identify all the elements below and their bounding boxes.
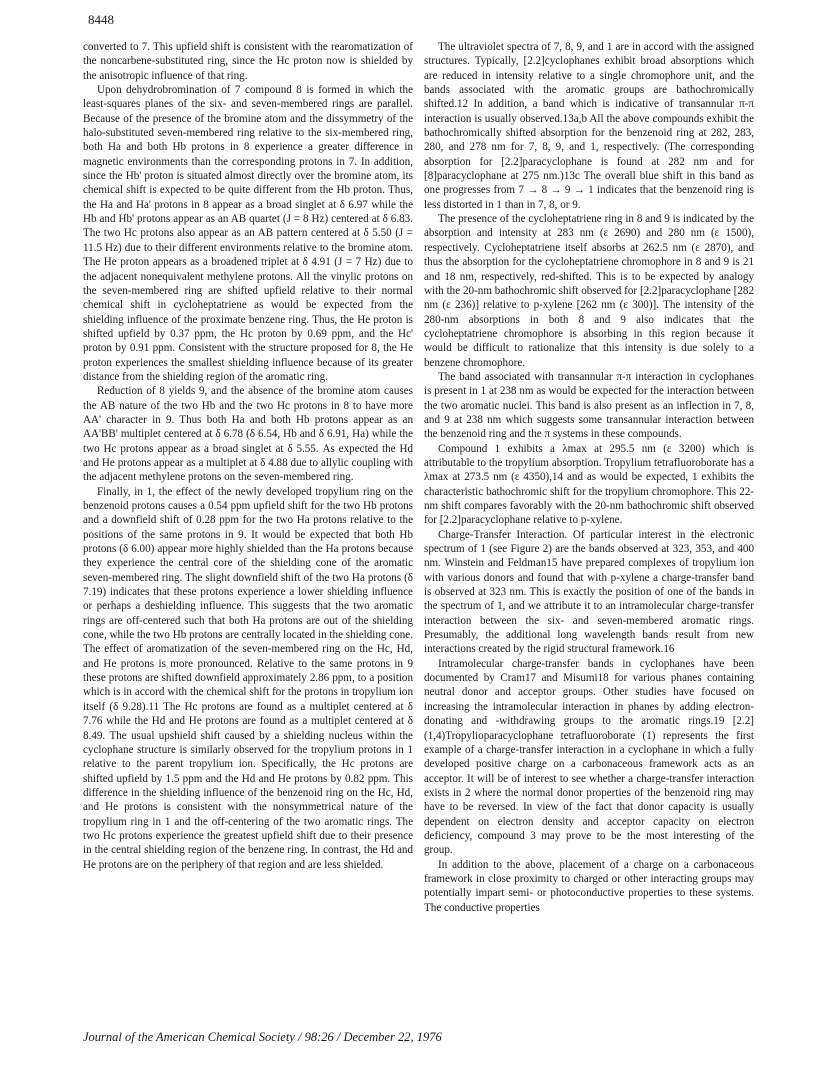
paragraph: Finally, in 1, the effect of the newly developed tropylium ring on the benzenoid protons causes a 0.54 ppm upfield shift for the two Hb protons and a downfield shift of 0.28 ppm for the two Ha protons relative to the positions of the same protons in 9. It would be expected that both Hb protons (δ 6.00) appear more highly shielded than the Ha protons because they experience the central core of the shielding cone of the aromatic seven-membered ring. The slight downfield shift of the two Ha protons (δ 7.19) indicates that these protons experience a lower shielding influence or perhaps a deshielding influence. This suggests that the two aromatic rings are off-centered such that both Ha protons are out of the shielding cone, while the two Hb protons are centrally located in the shielding cone. The effect of aromatization of the seven-membered ring on the Hc, Hd, and He protons is more pronounced. Relative to the same protons in 9 these protons are shifted downfield approximately 2.86 ppm, to a position which is in accord with the chemical shift for the protons in tropylium ion itself (δ 9.28).11 The Hc protons are found as a multiplet centered at δ 7.76 while the Hd and He protons are found as a multiplet centered at δ 8.49. The usual upshield shift caused by a shielding nucleus within the cyclophane structure is similarly observed for the tropylium protons in 1 relative to the parent tropylium ion. Specifically, the Hc protons are shifted upfield by 1.5 ppm and the Hd and He protons by 0.82 ppm. This difference in the shielding influence of the benzenoid ring on the Hc, Hd, and He protons is consistent with the nonsymmetrical nature of the tropylium ring in 1 and the off-centering of the two aromatic rings. The two Hc protons experience the greatest upfield shift due to their presence in the central shielding region of the benzene ring. In contrast, the Hd and He protons are on the periphery of that region and are less shielded. — [83, 485, 413, 871]
paragraph: The presence of the cycloheptatriene ring in 8 and 9 is indicated by the absorption and intensity at 283 nm (ε 2690) and 280 nm (ε 1500), respectively. Cycloheptatriene itself absorbs at 262.5 nm (ε 2870), and thus the absorption for the cycloheptatriene chromophore in 8 and 9 is 21 and 18 nm, respectively, red-shifted. This is to be expected by analogy with the 20-nm bathochromic shift observed for [2.2]paracyclophane [282 nm (ε 236)] relative to p-xylene [262 nm (ε 300)]. The intensity of the 280-nm absorptions in both 8 and 9 also indicates that the cycloheptatriene chromophore is absorbing in this region because it would be difficult to rationalize that this intensity is due solely to a benzene chromophore. — [424, 213, 754, 369]
page-number: 8448 — [88, 12, 114, 27]
right-column — [424, 40, 754, 915]
paragraph: Intramolecular charge-transfer bands in cyclophanes have been documented by Cram17 and Misumi18 for various phanes containing neutral donor and acceptor groups. Other studies have focused on increasing the intramolecular interaction in phanes by adding electron-donating and -withdrawing groups to the aromatic rings.19 [2.2](1,4)Tropylioparacyclophane tetrafluoroborate (1) represents the first example of a charge-transfer interaction in a cyclophane in which a fully developed positive charge on a carbonaceous framework acts as an acceptor. It will be of interest to see whether a charge-transfer interaction exists in 2 where the normal donor properties of the benzenoid ring may have to be reversed. In view of the fact that donor capacity is usually dependent on electron density and acceptor capacity on electron deficiency, compound 3 may prove to be the most interesting of the group. — [424, 657, 754, 857]
paragraph: Compound 1 exhibits a λmax at 295.5 nm (ε 3200) which is attributable to the tropylium absorption. Tropylium tetrafluoroborate has a λmax at 273.5 nm (ε 4350),14 and as would be expected, 1 exhibits the characteristic bathochromic shift for the tropylium chromophore. This 22-nm shift compares favorably with the 20-nm bathochromic shift observed for [2.2]paracyclophane relative to p-xylene. — [424, 442, 754, 527]
paragraph: The ultraviolet spectra of 7, 8, 9, and 1 are in accord with the assigned structures. Typically, [2.2]cyclophanes exhibit broad absorptions which are reduced in intensity relative to a single chromophore unit, and the bands associated with the aromatic groups are bathochromically shifted.12 In addition, a band which is indicative of transannular π-π interaction is usually observed.13a,b All the above compounds exhibit the bathochromically shifted absorption for the benzenoid ring at 282, 283, 280, and 278 nm for 7, 8, 9, and 1, respectively. (The corresponding absorption for [2.2]paracyclophane is found at 282 nm and for [8]paracyclophane at 275 nm.)13c The overall blue shift in this band as one progresses from 7 → 8 → 9 → 1 indicates that the benzenoid ring is less distorted in 1 than in 7, 8, or 9. — [424, 41, 754, 211]
journal-footer: Journal of the American Chemical Society / 98:26 / December 22, 1976 — [83, 1030, 442, 1044]
paragraph: The band associated with transannular π-π interaction in cyclophanes is present in 1 at 238 nm as would be expected for the interaction between the two aromatic nuclei. This band is also present as an inflection in 7, 8, and 9 at 238 nm which suggests some transannular interaction between the benzenoid ring and the π systems in these compounds. — [424, 370, 754, 441]
paragraph: In addition to the above, placement of a charge on a carbonaceous framework in close proximity to charged or other interacting groups may potentially impart semi- or photoconductive properties to these systems. The conductive properties — [424, 858, 754, 914]
left-column — [83, 40, 413, 872]
paragraph: converted to 7. This upfield shift is consistent with the rearomatization of the noncarbene-substituted ring, since the Hc proton now is shielded by the anisotropic influence of that ring. — [83, 41, 413, 82]
paragraph: Reduction of 8 yields 9, and the absence of the bromine atom causes the AB nature of the two Hb and the two Hc protons in 8 to have more AA' character in 9. Thus both Ha and both Hb protons appear as an AA'BB' multiplet centered at δ 6.78 (δ 6.54, Hb and δ 6.91, Ha) while the two Hc protons appear as a broad singlet at δ 5.55. As expected the Hd and He protons appear as a multiplet at δ 4.88 due to allylic coupling with the adjacent methylene protons on the seven-membered ring. — [83, 385, 413, 484]
paragraph: Charge-Transfer Interaction. Of particular interest in the electronic spectrum of 1 (see Figure 2) are the bands observed at 323, 353, and 400 nm. Winstein and Feldman15 have prepared complexes of tropylium ion with various donors and found that with p-xylene a charge-transfer band is observed at 323 nm. This is exactly the position of one of the bands in the spectrum of 1, and we attribute it to an intramolecular charge-transfer interaction between the six- and seven-membered aromatic rings. Presumably, the additional long wavelength bands result from new interactions created by the rigid structural framework.16 — [424, 528, 754, 656]
paragraph: Upon dehydrobromination of 7 compound 8 is formed in which the least-squares planes of the six- and seven-membered rings are parallel. Because of the presence of the bromine atom and the dissymmetry of the halo-substituted seven-membered ring relative to the six-membered ring, both Ha and both Hb protons in 8 experience a greater difference in magnetic environments than the corresponding protons in 7. In addition, since the Hb' proton is situated almost directly over the bromine atom, its chemical shift is expected to be quite different from the Hb proton. Thus, the Ha and Ha' protons in 8 appear as a broad singlet at δ 6.97 while the Hb and Hb' protons appear as an AB quartet (J = 8 Hz) centered at δ 6.83. The two Hc protons also appear as an AB pattern centered at δ 5.50 (J = 11.5 Hz) due to their different environments relative to the bromine atom. The He proton appears as a broadened triplet at δ 4.91 (J = 7 Hz) due to the adjacent nonequivalent methylene protons. All the vinylic protons on the seven-membered ring are shifted upfield relative to their normal chemical shift in cycloheptatriene as would be expected from the shielding influence of the proximate benzene ring. Thus, the He proton is shifted upfield by 0.37 ppm, the Hc proton by 0.69 ppm, and the Hc' proton by 0.91 ppm. Consistent with the structure proposed for 8, the He proton experiences the smallest shielding influence because of its greater distance from the shielding region of the aromatic ring. — [83, 84, 413, 383]
